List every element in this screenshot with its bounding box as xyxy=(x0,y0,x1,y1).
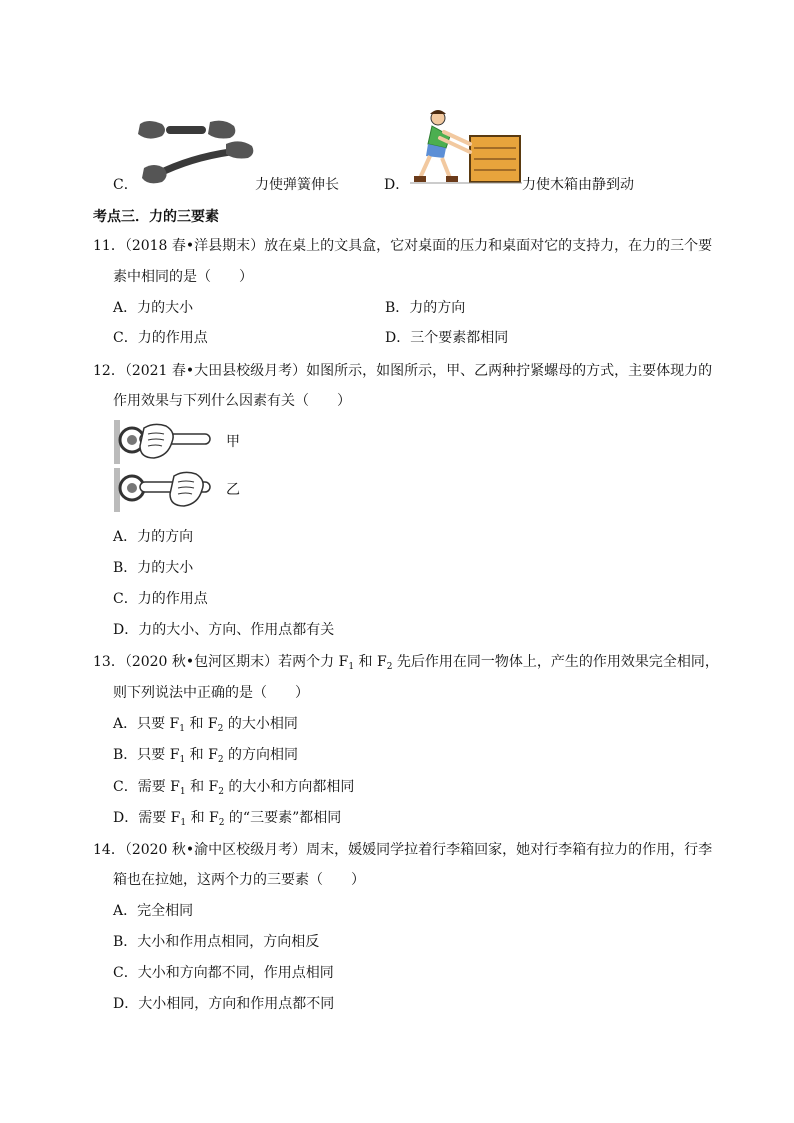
q14-line2: 箱也在拉她，这两个力的三要素（ ） xyxy=(113,872,365,888)
q14-option-d: D．大小相同，方向和作用点都不同 xyxy=(113,996,335,1012)
option-c-letter: C． xyxy=(113,177,138,193)
section-title: 考点三．力的三要素 xyxy=(93,209,219,225)
option-c-text: 力使弹簧伸长 xyxy=(255,177,339,193)
q12-line1: 12．（2021 春•大田县校级月考）如图所示，如图所示，甲、乙两种拧紧螺母的方式，主要体现力的 xyxy=(93,363,713,379)
wrench-figure-jia xyxy=(114,420,214,464)
q12-option-b: B．力的大小 xyxy=(113,560,194,576)
q12-option-c: C．力的作用点 xyxy=(113,591,208,607)
q13-option-c: C．需要 $F_1$ 和 $F_2$ 的大小和方向都相同 xyxy=(113,779,355,797)
q11-line1: 11．（2018 春•洋县期末）放在桌上的文具盒，它对桌面的压力和桌面对它的支持力，在力的三个要 xyxy=(93,238,713,254)
q11-option-d: D．三个要素都相同 xyxy=(385,330,509,346)
option-d-text: 力使木箱由静到动 xyxy=(522,177,634,193)
push-box-figure xyxy=(410,108,525,188)
wrench-figure-yi xyxy=(114,468,214,512)
q14-option-b: B．大小和作用点相同，方向相反 xyxy=(113,934,320,950)
q14-option-c: C．大小和方向都不同，作用点相同 xyxy=(113,965,334,981)
q12-option-a: A．力的方向 xyxy=(113,529,194,545)
q14-option-a: A．完全相同 xyxy=(113,903,194,919)
q13-option-a: A．只要 $F_1$ 和 $F_2$ 的大小相同 xyxy=(113,716,298,734)
q13-option-d: D．需要 $F_1$ 和 $F_2$ 的“三要素”都相同 xyxy=(113,810,342,828)
q13-option-b: B．只要 $F_1$ 和 $F_2$ 的方向相同 xyxy=(113,747,298,765)
figure-label-jia: 甲 xyxy=(226,434,240,450)
q12-line2: 作用效果与下列什么因素有关（ ） xyxy=(113,393,351,409)
q11-line2: 素中相同的是（ ） xyxy=(113,269,253,285)
option-d-letter: D． xyxy=(384,177,410,193)
q11-option-a: A．力的大小 xyxy=(113,300,194,316)
figure-label-yi: 乙 xyxy=(226,482,240,498)
q12-option-d: D．力的大小、方向、作用点都有关 xyxy=(113,622,335,638)
q13-line2: 则下列说法中正确的是（ ） xyxy=(113,685,309,701)
spring-stretch-figure xyxy=(130,118,260,188)
q14-line1: 14．（2020 秋•渝中区校级月考）周末，媛媛同学拉着行李箱回家，她对行李箱有拉力的作用，行李 xyxy=(93,842,713,858)
q13-line1: 13．（2020 秋•包河区期末）若两个力 $F_1$ 和 $F_2$ 先后作用在同一物体上，产生的作用效果完全相同， xyxy=(93,654,719,672)
q11-option-c: C．力的作用点 xyxy=(113,330,208,346)
q11-option-b: B．力的方向 xyxy=(385,300,466,316)
